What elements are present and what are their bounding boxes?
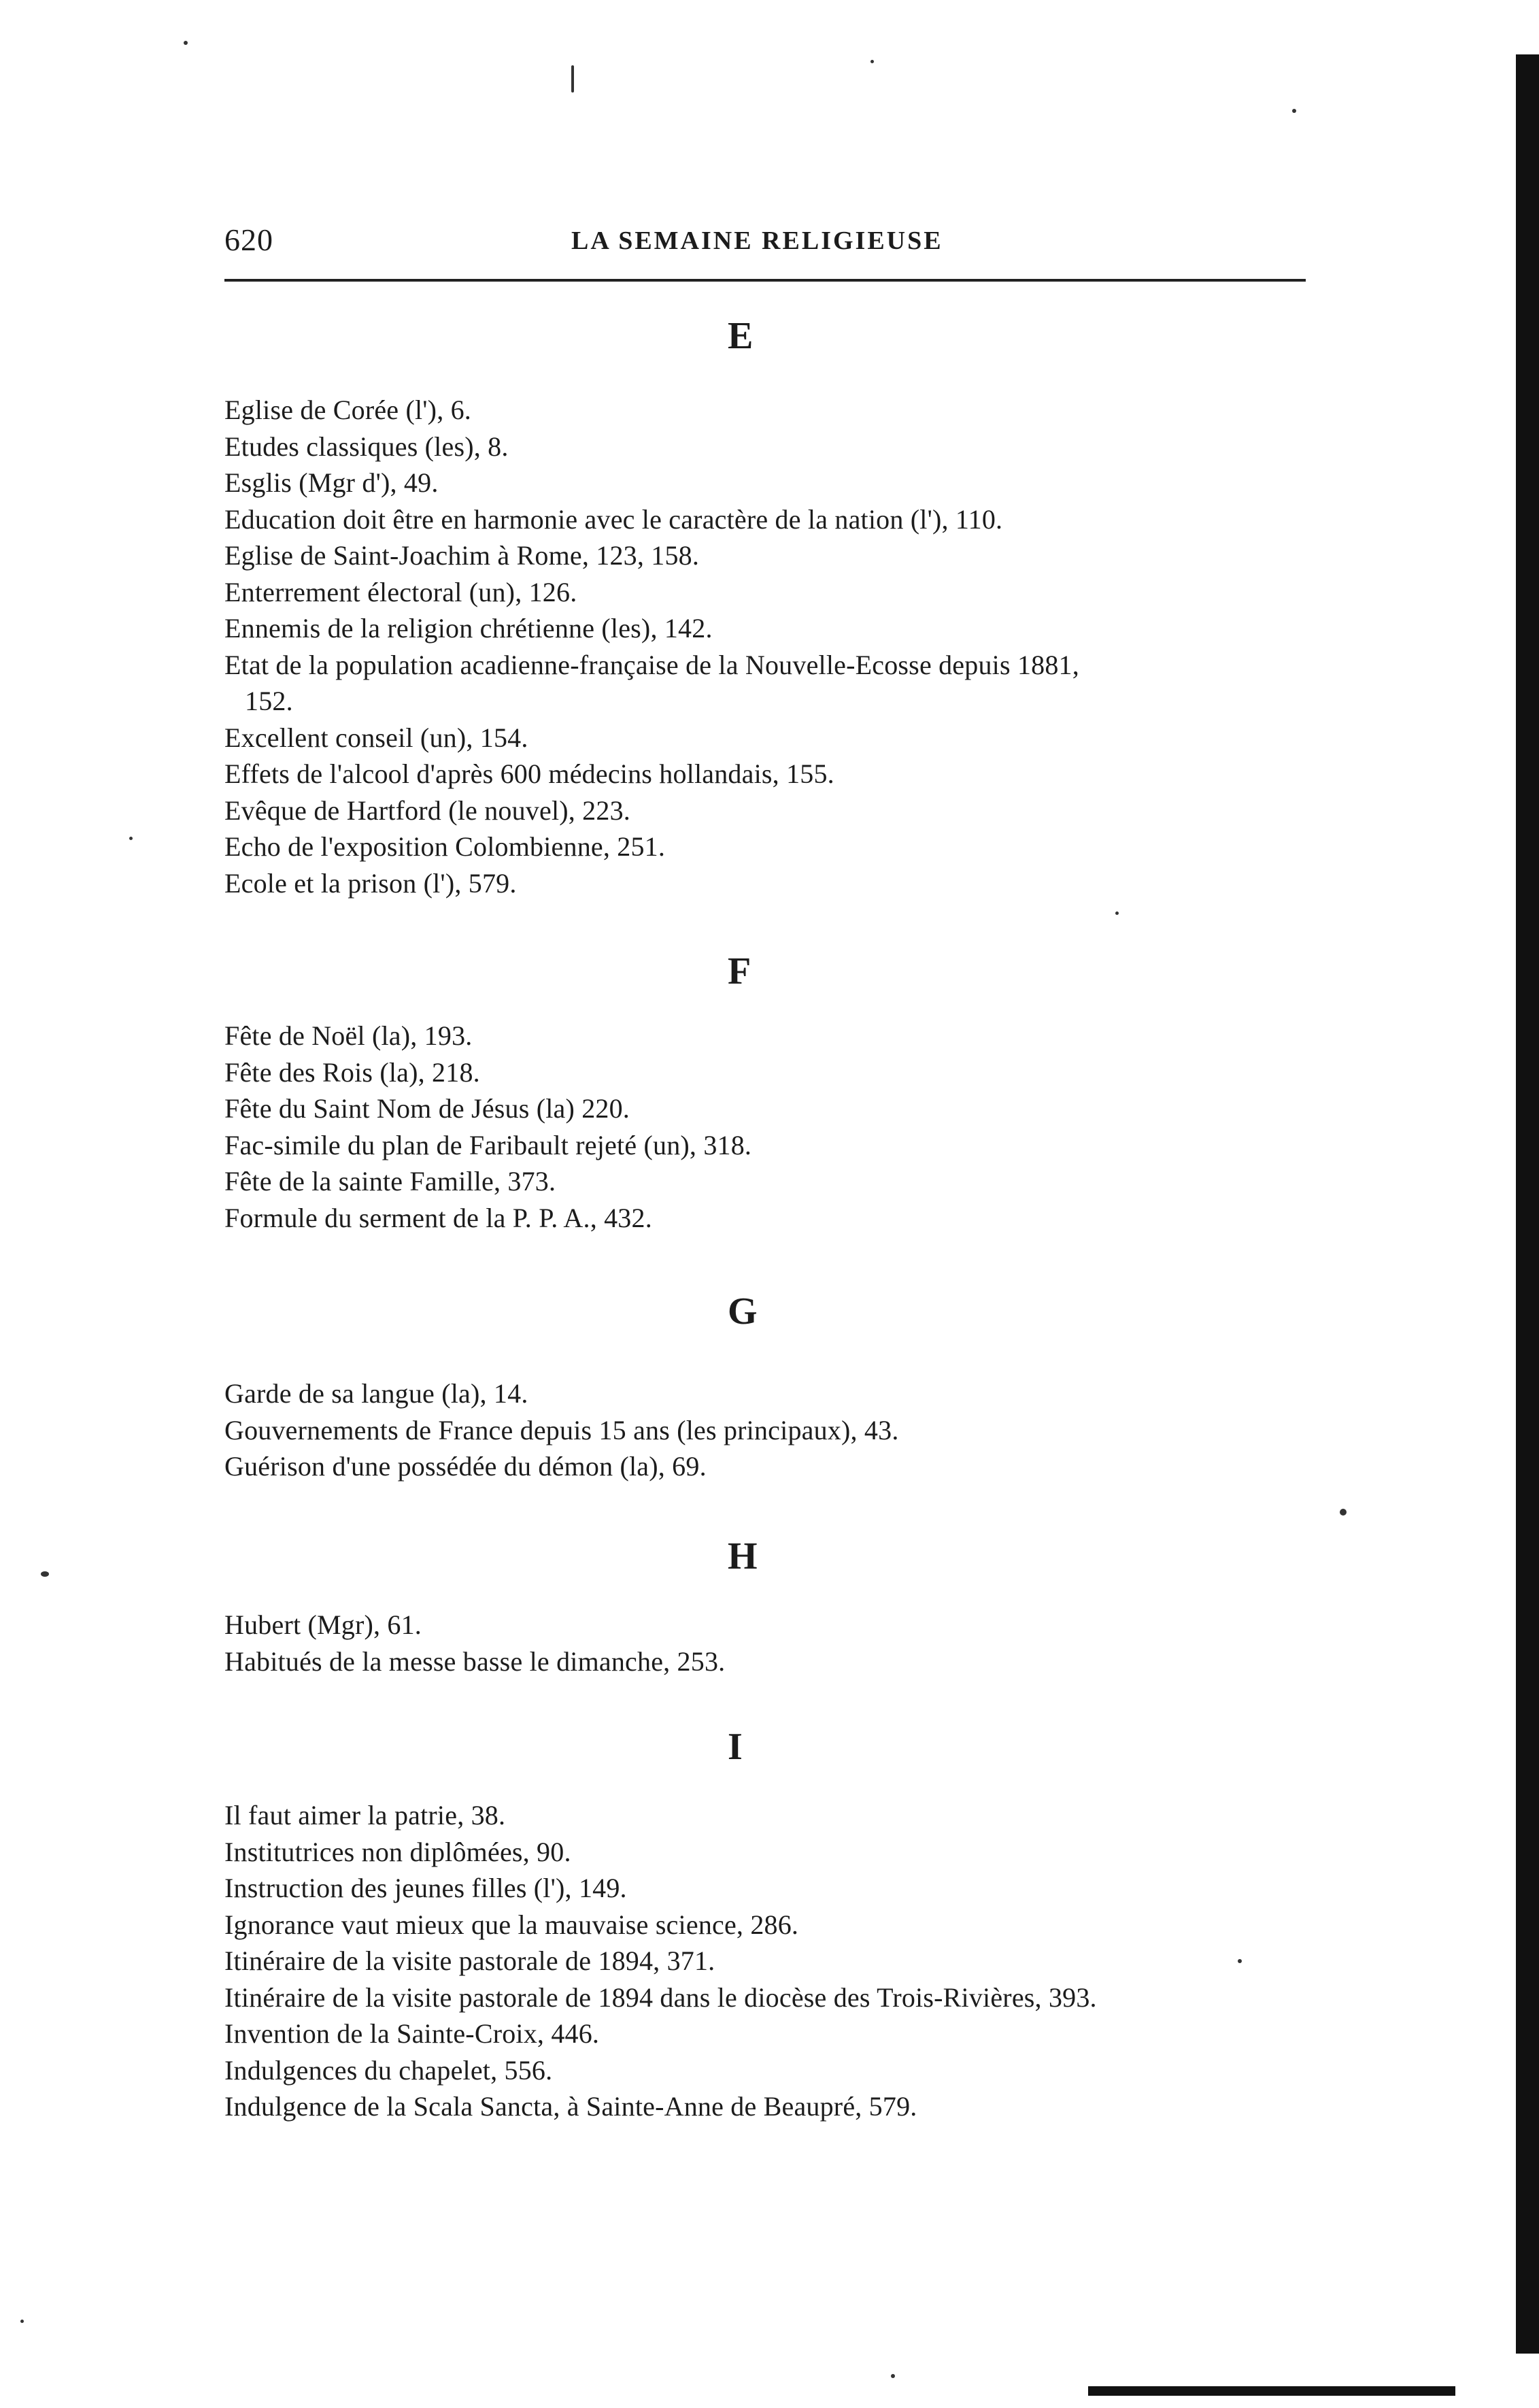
index-entry: Fête des Rois (la), 218. xyxy=(224,1056,480,1088)
index-entry: Indulgences du chapelet, 556. xyxy=(224,2054,553,2086)
index-entry: Etudes classiques (les), 8. xyxy=(224,431,509,462)
index-entry-continuation: 152. xyxy=(245,686,293,716)
index-entry: Eglise de Saint-Joachim à Rome, 123, 158. xyxy=(224,540,700,571)
scan-bottom-shadow xyxy=(1088,2386,1455,2396)
index-entry: Gouvernements de France depuis 15 ans (les principaux), 43. xyxy=(224,1414,899,1445)
index-entry: Evêque de Hartford (le nouvel), 223. xyxy=(224,795,630,826)
scan-speck xyxy=(1292,109,1296,113)
index-entry: Education doit être en harmonie avec le caractère de la nation (l'), 110. xyxy=(224,503,1003,535)
scan-edge-shadow xyxy=(1516,54,1539,2354)
index-entry: Fête du Saint Nom de Jésus (la) 220. xyxy=(224,1093,630,1124)
index-section-e xyxy=(224,392,1079,901)
index-entry: Ennemis de la religion chrétienne (les), 142. xyxy=(224,613,713,643)
section-letter-e: E xyxy=(728,315,755,357)
page-header xyxy=(224,216,1306,264)
index-entry: Enterrement électoral (un), 126. xyxy=(224,576,577,607)
scan-speck xyxy=(20,2320,24,2323)
index-entry: Fête de Noël (la), 193. xyxy=(224,1020,473,1051)
section-letter-h: H xyxy=(728,1535,759,1577)
index-entry: Indulgence de la Scala Sancta, à Sainte-Anne de Beaupré, 579. xyxy=(224,2091,917,2122)
scan-speck xyxy=(1340,1509,1347,1516)
index-entry: Effets de l'alcool d'après 600 médecins hollandais, 155. xyxy=(224,758,834,789)
index-entry: Etat de la population acadienne-française de la Nouvelle-Ecosse depuis 1881, xyxy=(224,649,1079,680)
index-entry: Eglise de Corée (l'), 6. xyxy=(224,395,472,425)
index-entry: Itinéraire de la visite pastorale de 1894, 371. xyxy=(224,1945,715,1976)
scan-speck xyxy=(571,65,574,93)
index-entry: Hubert (Mgr), 61. xyxy=(224,1609,422,1640)
scan-speck xyxy=(870,60,874,63)
header-rule xyxy=(224,279,1306,282)
index-entry: Instruction des jeunes filles (l'), 149. xyxy=(224,1873,627,1903)
index-entry: Ecole et la prison (l'), 579. xyxy=(224,867,517,899)
index-entry: Fac-simile du plan de Faribault rejeté (un), 318. xyxy=(224,1129,752,1160)
index-entry: Ignorance vaut mieux que la mauvaise science, 286. xyxy=(224,1909,799,1940)
index-entry: Invention de la Sainte-Croix, 446. xyxy=(224,2018,600,2049)
scan-speck xyxy=(41,1571,49,1577)
index-entry: Il faut aimer la patrie, 38. xyxy=(224,1800,506,1830)
index-entry: Itinéraire de la visite pastorale de 1894 dans le diocèse des Trois-Rivières, 393. xyxy=(224,1981,1097,2013)
section-letter-f: F xyxy=(728,950,753,992)
index-entry: Esglis (Mgr d'), 49. xyxy=(224,467,439,498)
index-entry: Institutrices non diplômées, 90. xyxy=(224,1836,571,1867)
index-entry: Echo de l'exposition Colombienne, 251. xyxy=(224,831,666,862)
scan-speck xyxy=(1115,912,1119,915)
index-entry: Garde de sa langue (la), 14. xyxy=(224,1378,528,1409)
section-letter-g: G xyxy=(728,1290,759,1333)
index-entry: Guérison d'une possédée du démon (la), 69. xyxy=(224,1451,707,1482)
index-section-h xyxy=(224,1607,725,1679)
scan-speck xyxy=(129,837,133,840)
running-title: LA SEMAINE RELIGIEUSE xyxy=(571,227,943,255)
index-section-i xyxy=(224,1797,1097,2125)
scan-speck xyxy=(1238,1959,1242,1963)
index-entry: Excellent conseil (un), 154. xyxy=(224,722,528,753)
index-section-g xyxy=(224,1375,899,1485)
index-entry: Habitués de la messe basse le dimanche, 253. xyxy=(224,1645,726,1677)
index-entry: Formule du serment de la P. P. A., 432. xyxy=(224,1202,652,1233)
scan-speck xyxy=(184,41,188,45)
index-section-f xyxy=(224,1018,751,1236)
index-entry: Fête de la sainte Famille, 373. xyxy=(224,1166,556,1197)
scan-speck xyxy=(891,2374,895,2378)
page-number: 620 xyxy=(224,222,273,257)
section-letter-i: I xyxy=(728,1726,744,1768)
